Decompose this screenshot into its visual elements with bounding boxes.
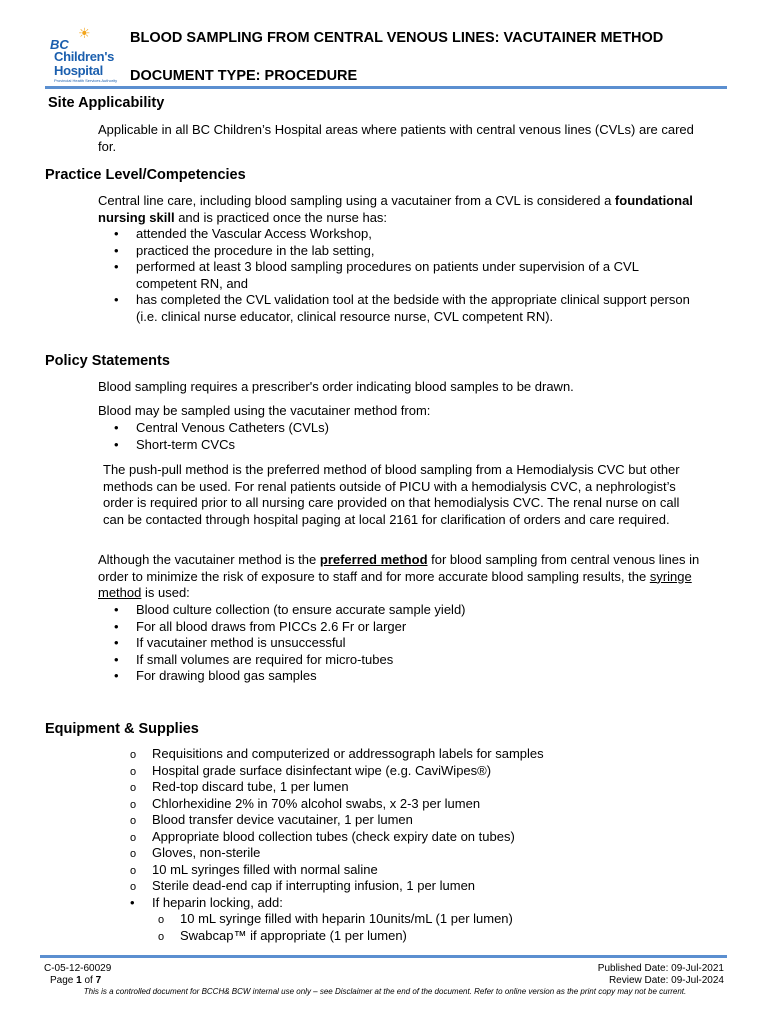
policy-p1: Blood sampling requires a prescriber's order indicating blood samples to be drawn. [98,379,574,394]
list-item: o Red-top discard tube, 1 per lumen [100,779,720,796]
logo-line-2: Hospital [54,63,103,78]
practice-bullets [100,226,700,325]
list-item: o Hospital grade surface disinfectant wipe (e.g. CaviWipes®) [100,763,720,780]
site-applicability-heading: Site Applicability [48,95,165,111]
list-item: • Central Venous Catheters (CVLs) [100,420,700,437]
policy-p2: Blood may be sampled using the vacutainer method from: [98,403,431,418]
disclaimer: This is a controlled document for BCCH& BCW internal use only – see Disclaimer at the end of the document. Refer to online version as the print copy may not be current. [83,987,687,996]
list-item: o Requisitions and computerized or addressograph labels for samples [100,746,720,763]
policy-p2-bullets [100,420,700,453]
list-item: • Short-term CVCs [100,437,700,454]
list-item: o 10 mL syringe filled with heparin 10units/mL (1 per lumen) [152,911,720,928]
practice-level-heading: Practice Level/Competencies [45,167,246,183]
equipment-supplies-heading: Equipment & Supplies [45,721,199,737]
list-item: • For all blood draws from PICCs 2.6 Fr or larger [100,619,700,636]
list-item: o Blood transfer device vacutainer, 1 per lumen [100,812,720,829]
list-item: o Gloves, non-sterile [100,845,720,862]
sun-icon: ☀ [78,25,91,41]
practice-intro: Central line care, including blood sampling using a vacutainer from a CVL is considered a foundational nursing skill and is practiced once the nurse has: [98,193,693,225]
page-indicator: Page 1 of 7 [50,975,102,986]
heparin-label: If heparin locking, add: [152,894,283,910]
policy-p4-bullets [100,602,700,685]
list-item-heparin [100,895,720,945]
site-applicability-text: Applicable in all BC Children’s Hospital areas where patients with central venous lines (CVLs) are cared for. [98,122,694,154]
logo-tagline: Provincial Health Services Authority [54,78,118,83]
list-item: o Chlorhexidine 2% in 70% alcohol swabs, x 2-3 per lumen [100,796,720,813]
list-item: o Sterile dead-end cap if interrupting infusion, 1 per lumen [100,878,720,895]
review-date: Review Date: 09-Jul-2024 [608,975,724,986]
list-item: • performed at least 3 blood sampling procedures on patients under supervision of a CVL competent RN, and [100,259,700,292]
list-item: • Blood culture collection (to ensure accurate sample yield) [100,602,700,619]
list-item: o Appropriate blood collection tubes (check expiry date on tubes) [100,829,720,846]
document-type: DOCUMENT TYPE: PROCEDURE [130,68,358,84]
footer-divider [40,955,727,958]
list-item: o Swabcap™ if appropriate (1 per lumen) [152,928,720,945]
equipment-list [100,746,720,944]
policy-p3: The push-pull method is the preferred method of blood sampling from a Hemodialysis CVC but other methods can be used. For renal patients outside of PICU with a hemodialysis CVC, a nephrologist’s order is required prior to all nursing care provided on that hemodialysis CVC. The renal nurse on call can be contacted through hospital paging at local 2161 for clarification of orders and care required. [103,462,680,527]
hospital-logo [48,24,118,86]
list-item: • For drawing blood gas samples [100,668,700,685]
document-id: C-05-12-60029 [44,963,112,974]
policy-statements-heading: Policy Statements [45,353,170,369]
logo-bc: BC [50,37,69,52]
list-item: • has completed the CVL validation tool at the bedside with the appropriate clinical support person (i.e. clinical nurse educator, clinical resource nurse, CVL competent RN). [100,292,700,325]
list-item: • If vacutainer method is unsuccessful [100,635,700,652]
heparin-sublist [152,911,720,944]
list-item: • practiced the procedure in the lab setting, [100,243,700,260]
list-item: • attended the Vascular Access Workshop, [100,226,700,243]
logo-line-1: Children's [54,49,115,64]
published-date: Published Date: 09-Jul-2021 [597,963,724,974]
list-item: • If small volumes are required for micro-tubes [100,652,700,669]
document-title: BLOOD SAMPLING FROM CENTRAL VENOUS LINES: VACUTAINER METHOD [130,30,664,46]
header-divider [45,86,727,89]
list-item: o 10 mL syringes filled with normal saline [100,862,720,879]
policy-p4: Although the vacutainer method is the preferred method for blood sampling from central venous lines in order to minimize the risk of exposure to staff and for more accurate blood sampling results, the syringe method is used: [98,552,700,600]
